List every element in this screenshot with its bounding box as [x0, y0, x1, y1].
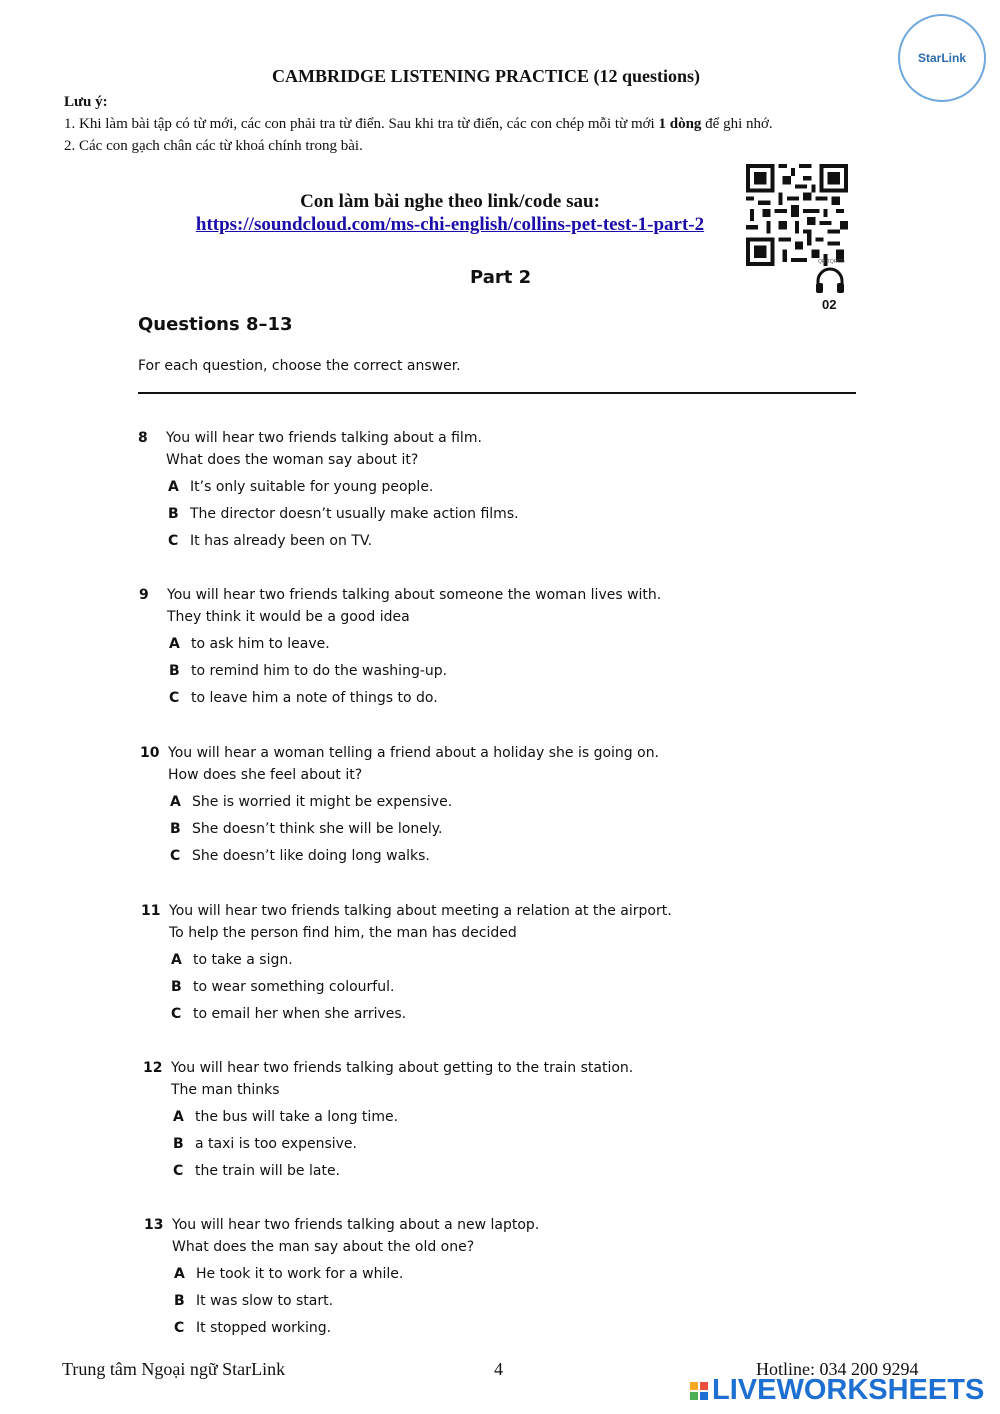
- instruction-text: For each question, choose the correct answer.: [138, 358, 461, 374]
- logo-brand: StarLink: [917, 51, 966, 65]
- footer-hotline: Hotline: 034 200 9294: [756, 1359, 919, 1379]
- option-c[interactable]: C the train will be late.: [173, 1163, 341, 1179]
- option-b[interactable]: B to remind him to do the washing-up.: [169, 663, 448, 679]
- note-line-1-prefix: 1. Khi làm bài tập có từ mới, các con phải tra từ điển. Sau khi tra từ điển, các con chép mỗi từ mới: [64, 116, 659, 132]
- option-a[interactable]: A the bus will take a long time.: [173, 1109, 399, 1125]
- question-stem: You will hear two friends talking about getting to the train station.: [171, 1060, 634, 1076]
- option-c[interactable]: C It has already been on TV.: [168, 533, 373, 549]
- question-prompt: What does the woman say about it?: [166, 452, 419, 468]
- option-c[interactable]: C She doesn’t like doing long walks.: [170, 848, 430, 864]
- question-stem: You will hear two friends talking about a new laptop.: [172, 1217, 540, 1233]
- question-stem: You will hear two friends talking about a film.: [166, 430, 482, 446]
- option-a[interactable]: A to ask him to leave.: [169, 636, 330, 652]
- watermark-text: LIVEWORKSHEETS: [712, 1374, 985, 1406]
- track-number: 02: [822, 297, 837, 312]
- part-heading: Part 2: [470, 267, 532, 288]
- footer-center-name: Trung tâm Ngoại ngữ StarLink: [62, 1359, 286, 1379]
- question-number: 8: [138, 430, 148, 446]
- question-stem: You will hear two friends talking about someone the woman lives with.: [167, 587, 662, 603]
- document-title: CAMBRIDGE LISTENING PRACTICE (12 questions): [271, 66, 701, 86]
- option-b[interactable]: B She doesn’t think she will be lonely.: [170, 821, 443, 837]
- option-c[interactable]: C It stopped working.: [174, 1320, 332, 1336]
- option-a[interactable]: A He took it to work for a while.: [174, 1266, 404, 1282]
- question-prompt: To help the person find him, the man has decided: [169, 925, 517, 941]
- option-c[interactable]: C to leave him a note of things to do.: [169, 690, 438, 706]
- option-a[interactable]: A She is worried it might be expensive.: [170, 794, 453, 810]
- listening-heading: Con làm bài nghe theo link/code sau:: [300, 191, 600, 212]
- question-number: 10: [140, 745, 160, 761]
- question-prompt: How does she feel about it?: [168, 767, 363, 783]
- option-b[interactable]: B a taxi is too expensive.: [173, 1136, 357, 1152]
- questions-heading: Questions 8–13: [138, 314, 293, 335]
- note-line-1-suffix: để ghi nhớ.: [701, 116, 773, 132]
- note-line-1: [64, 116, 773, 133]
- note-line-1-bold: 1 dòng: [658, 116, 702, 132]
- footer-page-number: 4: [494, 1359, 503, 1379]
- question-number: 9: [139, 587, 149, 603]
- option-a[interactable]: A to take a sign.: [171, 952, 293, 968]
- headphones-icon: [814, 266, 846, 294]
- qr-code-icon[interactable]: [746, 164, 848, 266]
- question-stem: You will hear two friends talking about meeting a relation at the airport.: [169, 903, 672, 919]
- notes-label: Lưu ý:: [64, 94, 108, 110]
- divider-line: [138, 392, 856, 394]
- option-a[interactable]: A It’s only suitable for young people.: [168, 479, 434, 495]
- liveworksheets-watermark: [690, 1374, 984, 1407]
- option-b[interactable]: B It was slow to start.: [174, 1293, 334, 1309]
- qr-caption: QR TQRCD: [818, 259, 845, 265]
- liveworksheets-icon: [690, 1382, 708, 1400]
- option-b[interactable]: B to wear something colourful.: [171, 979, 395, 995]
- soundcloud-link[interactable]: https://soundcloud.com/ms-chi-english/collins-pet-test-1-part-2: [195, 214, 705, 235]
- question-prompt: What does the man say about the old one?: [172, 1239, 475, 1255]
- note-line-2: 2. Các con gạch chân các từ khoá chính trong bài.: [64, 138, 363, 154]
- option-b[interactable]: B The director doesn’t usually make action films.: [168, 506, 519, 522]
- question-number: 11: [141, 903, 161, 919]
- question-prompt: They think it would be a good idea: [167, 609, 410, 625]
- question-number: 12: [143, 1060, 163, 1076]
- question-stem: You will hear a woman telling a friend about a holiday she is going on.: [168, 745, 660, 761]
- option-c[interactable]: C to email her when she arrives.: [171, 1006, 407, 1022]
- question-prompt: The man thinks: [171, 1082, 280, 1098]
- starlink-logo: [898, 14, 986, 102]
- question-number: 13: [144, 1217, 164, 1233]
